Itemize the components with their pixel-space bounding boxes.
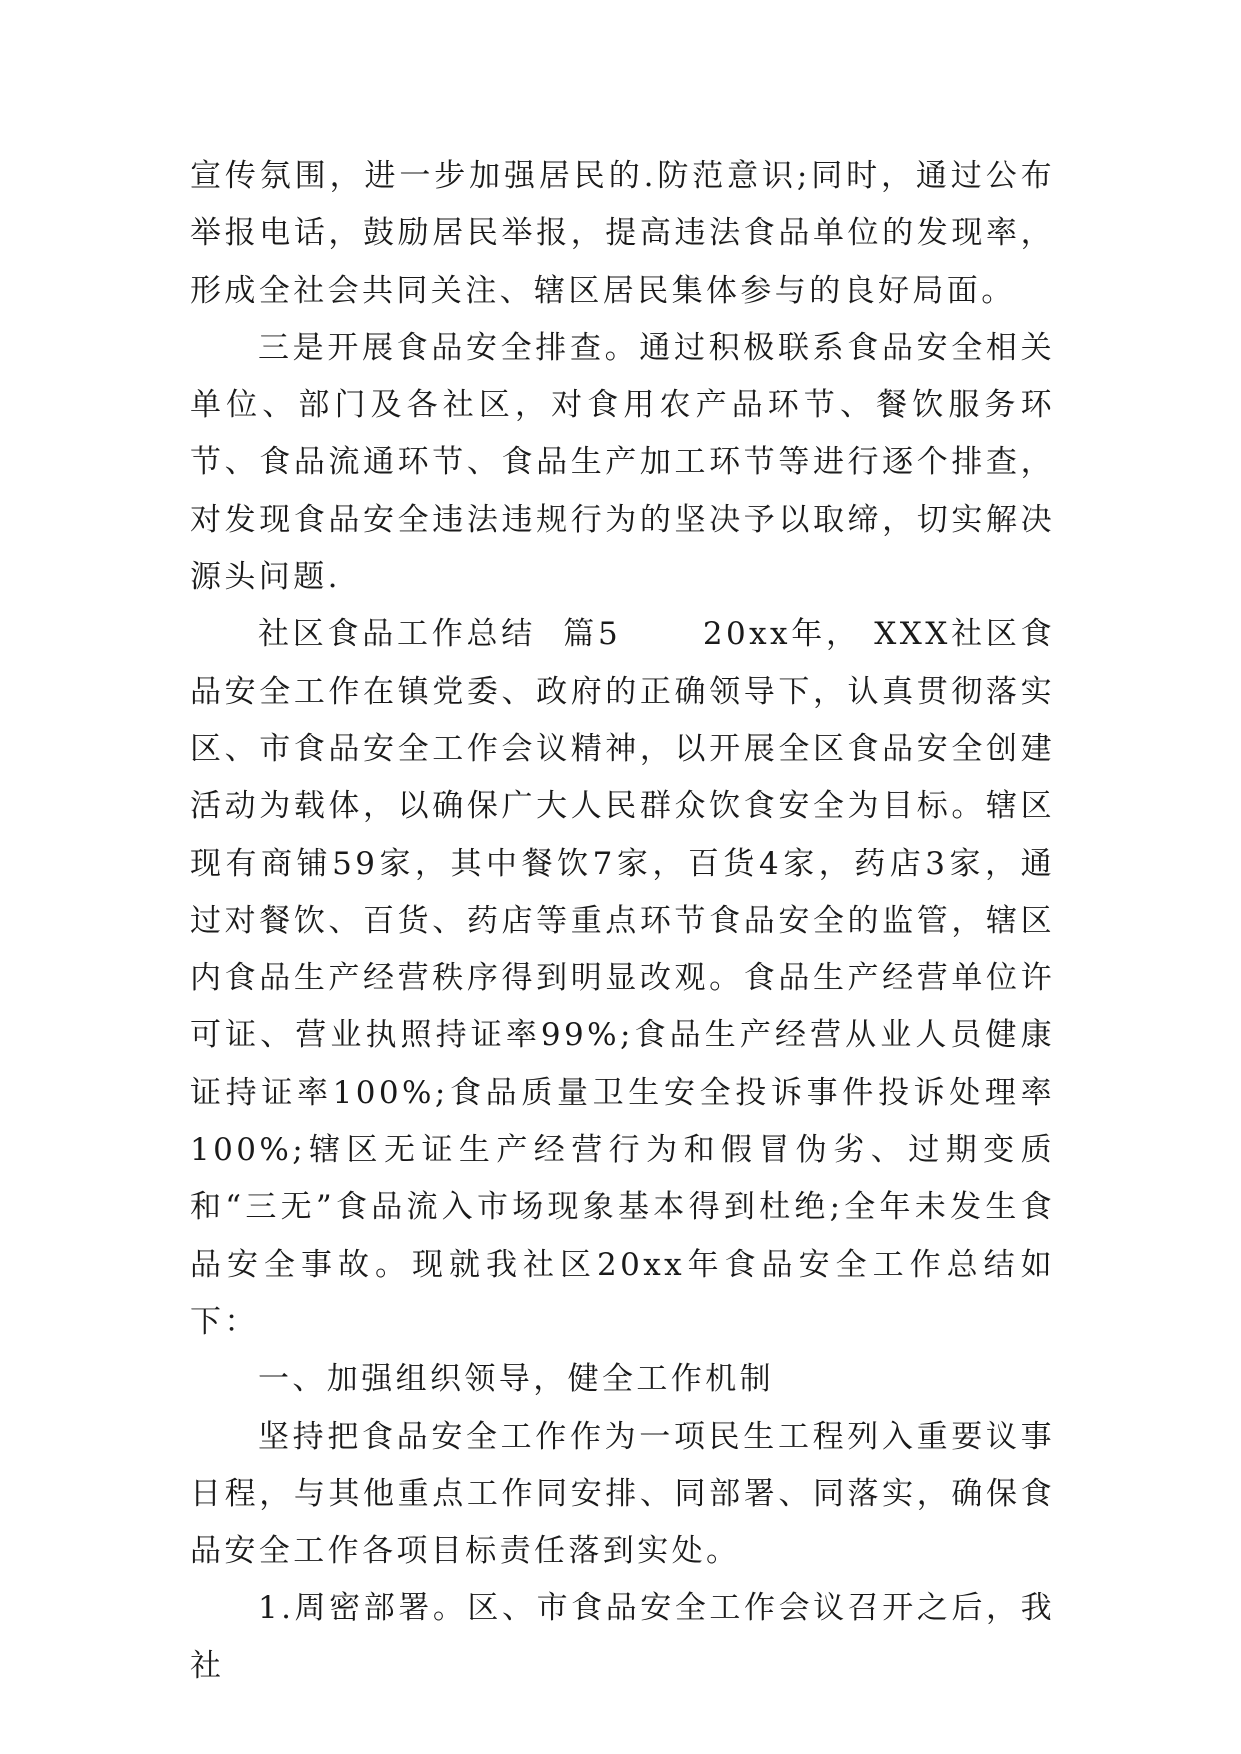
paragraph-summary-article-5: 社区食品工作总结 篇5 20xx年， XXX社区食品安全工作在镇党委、政府的正确领导下，认真贯彻落实区、市食品安全工作会议精神，以开展全区食品安全创建活动为载体，以确保广大人民群众饮食安全为目标。辖区现有商铺59家，其中餐饮7家，百货4家，药店3家，通过对餐饮、百货、药店等重点环节食品安全的监管，辖区内食品生产经营秩序得到明显改观。食品生产经营单位许可证、营业执照持证率99%;食品生产经营从业人员健康证持证率100%;食品质量卫生安全投诉事件投诉处理率100%;辖区无证生产经营行为和假冒伪劣、过期变质和“三无”食品流入市场现象基本得到杜绝;全年未发生食品安全事故。现就我社区20xx年食品安全工作总结如下： [190,616,1055,1340]
section-heading-organization: 一、加强组织领导，健全工作机制 [258,1361,774,1398]
paragraph-safety-inspection: 三是开展食品安全排查。通过积极联系食品安全相关单位、部门及各社区，对食用农产品环节、餐饮服务环节、食品流通环节、食品生产加工环节等进行逐个排查，对发现食品安全违法违规行为的坚决予以取缔，切实解决源头问题. [190,329,1055,596]
paragraph-careful-deployment: 1.周密部署。区、市食品安全工作会议召开之后，我社 [190,1590,1055,1684]
document-body [190,148,1055,1695]
paragraph-publicity-atmosphere: 宣传氛围，进一步加强居民的.防范意识;同时，通过公布举报电话，鼓励居民举报，提高违法食品单位的发现率，形成全社会共同关注、辖区居民集体参与的良好局面。 [190,158,1055,309]
paragraph-people-livelihood: 坚持把食品安全工作作为一项民生工程列入重要议事日程，与其他重点工作同安排、同部署、同落实，确保食品安全工作各项目标责任落到实处。 [190,1418,1055,1570]
